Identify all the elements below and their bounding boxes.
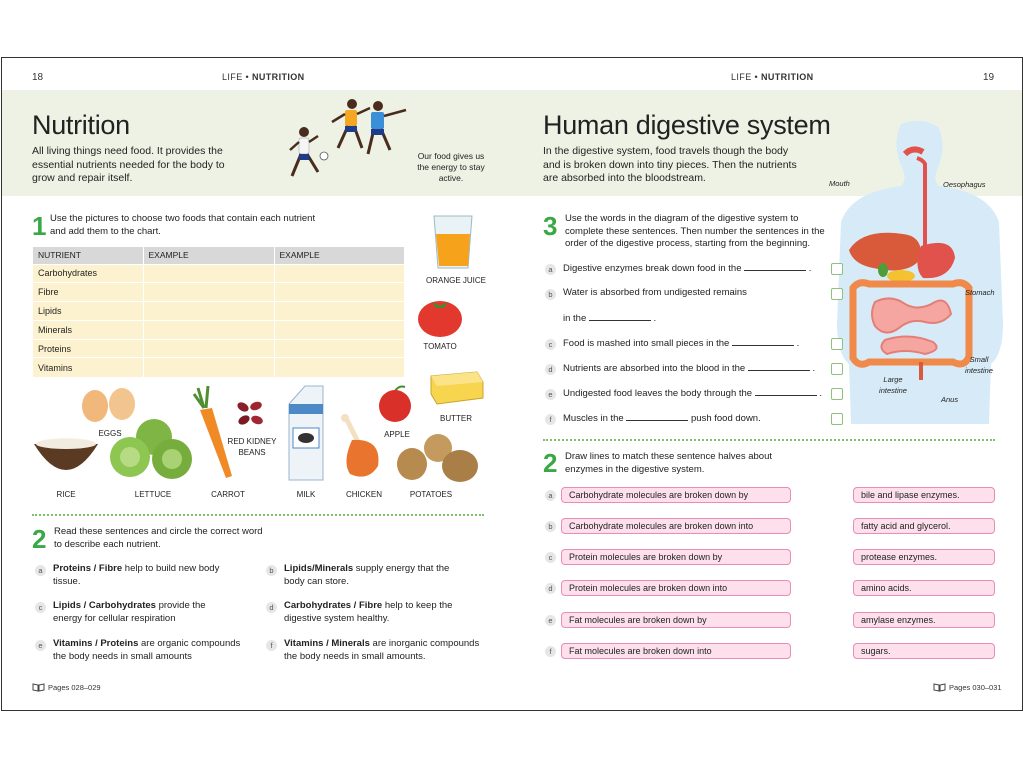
item-letter: d	[545, 583, 556, 594]
butter-label: BUTTER	[440, 414, 472, 423]
nutrient-statement	[53, 563, 233, 588]
right-page	[513, 58, 1023, 710]
item-letter: d	[545, 364, 556, 375]
example-cell[interactable]	[143, 264, 274, 283]
sentence-end: .	[812, 363, 816, 374]
nutrient-cell: Proteins	[33, 339, 143, 358]
answer-blank[interactable]	[589, 312, 651, 321]
milk-icon	[283, 384, 329, 482]
page-reference-text: Pages 030–031	[949, 683, 1002, 692]
lettuce-label: LETTUCE	[134, 490, 172, 499]
example-cell[interactable]	[274, 339, 405, 358]
item-letter: e	[545, 389, 556, 400]
example-cell[interactable]	[274, 358, 405, 377]
table-row	[33, 358, 405, 377]
sentence-f	[563, 412, 761, 426]
match-start[interactable]: Protein molecules are broken down into	[561, 580, 791, 596]
running-head-left: LIFE • NUTRITION	[222, 72, 305, 82]
page-reference-text: Pages 028–029	[48, 683, 101, 692]
rice-icon	[32, 436, 100, 478]
section-divider	[32, 514, 484, 516]
tomato-icon	[416, 296, 464, 338]
nutrient-cell: Minerals	[33, 320, 143, 339]
question-2-number: 2	[543, 448, 558, 478]
example-cell[interactable]	[274, 302, 405, 321]
child-1	[290, 127, 318, 176]
carrot-icon	[180, 384, 236, 480]
label-large-intestine: Large intestine	[879, 375, 907, 395]
table-row	[33, 320, 405, 339]
question-2-text: Draw lines to match these sentence halves about enzymes in the digestive system.	[565, 451, 773, 475]
orange-juice-icon	[430, 214, 476, 270]
table-row	[33, 339, 405, 358]
item-letter: a	[545, 490, 556, 501]
digestive-system-diagram	[813, 118, 1019, 426]
sentence-text: Nutrients are absorbed into the blood in the	[563, 363, 746, 374]
column-header: EXAMPLE	[143, 247, 274, 264]
running-head-section: LIFE	[731, 72, 752, 82]
sentence-text: Muscles in the	[563, 413, 624, 424]
left-page	[2, 58, 513, 710]
sentence-c	[563, 337, 799, 351]
nutrient-cell: Fibre	[33, 283, 143, 302]
sentence-end: .	[796, 338, 800, 349]
apple-label: APPLE	[384, 430, 410, 439]
label-small-intestine: Small intestine	[965, 355, 993, 375]
match-end[interactable]: bile and lipase enzymes.	[853, 487, 995, 503]
page-number-left: 18	[32, 72, 44, 83]
question-2-number: 2	[32, 524, 47, 554]
item-letter: b	[545, 521, 556, 532]
carrot-label: CARROT	[211, 490, 245, 499]
item-letter: a	[545, 264, 556, 275]
column-header: EXAMPLE	[274, 247, 405, 264]
label-mouth: Mouth	[829, 179, 850, 188]
statement-text: help to keep the digestive system healthy.	[284, 600, 453, 624]
potatoes-label: POTATOES	[409, 490, 453, 499]
circle-choice[interactable]: Carbohydrates / Fibre	[284, 600, 383, 611]
page-reference-right	[933, 683, 1002, 692]
match-end[interactable]: amylase enzymes.	[853, 612, 995, 628]
order-checkbox[interactable]	[831, 388, 843, 400]
question-1-number: 1	[32, 211, 47, 241]
item-letter: f	[545, 414, 556, 425]
example-cell[interactable]	[274, 320, 405, 339]
order-checkbox[interactable]	[831, 363, 843, 375]
label-oesophagus: Oesophagus	[943, 180, 986, 189]
sentence-end: .	[819, 388, 823, 399]
item-letter: f	[266, 640, 277, 651]
intro-text: All living things need food. It provides the essential nutrients needed for the body to grow and repair itself.	[32, 145, 225, 184]
page-title: Human digestive system	[543, 110, 831, 140]
children-playing-illustration	[282, 96, 412, 192]
red-kidney-beans-label: RED KIDNEY BEANS	[227, 437, 277, 457]
example-cell[interactable]	[143, 283, 274, 302]
page-number-right: 19	[983, 72, 995, 83]
match-start[interactable]: Fat molecules are broken down into	[561, 643, 791, 659]
butter-icon	[427, 362, 485, 406]
match-end[interactable]: sugars.	[853, 643, 995, 659]
sentence-text: Undigested food leaves the body through the	[563, 388, 753, 399]
page-title: Nutrition	[32, 110, 130, 140]
circle-choice[interactable]: Lipids/Minerals	[284, 563, 354, 574]
order-checkbox[interactable]	[831, 413, 843, 425]
chicken-icon	[338, 414, 384, 482]
sentence-b	[563, 287, 747, 300]
child-2	[332, 99, 370, 148]
circle-choice[interactable]: Vitamins / Minerals	[284, 638, 370, 649]
intro-text: In the digestive system, food travels though the body and is broken down into tiny pieces. Then the nutrients are absorbed into the bloodstream.	[543, 145, 797, 184]
item-letter: c	[545, 552, 556, 563]
match-end[interactable]: fatty acid and glycerol.	[853, 518, 995, 534]
section-divider	[543, 439, 995, 441]
sentence-text: in the	[563, 313, 587, 324]
nutrient-chart	[33, 247, 405, 377]
answer-blank[interactable]	[626, 412, 688, 421]
child-3	[368, 101, 406, 154]
nutrient-statement	[53, 638, 253, 663]
orange-juice-label: ORANGE JUICE	[426, 276, 487, 285]
statement-text: help to build new body tissue.	[53, 563, 220, 587]
ball-icon	[320, 152, 328, 160]
hero-caption: Our food gives us the energy to stay active.	[417, 151, 485, 183]
circle-choice[interactable]: Vitamins / Proteins	[53, 638, 139, 649]
item-letter: d	[266, 602, 277, 613]
running-head-section: LIFE	[222, 72, 243, 82]
sentence-end: .	[808, 263, 812, 274]
circle-choice[interactable]: Proteins / Fibre	[53, 563, 123, 574]
question-3-number: 3	[543, 211, 558, 241]
example-cell[interactable]	[143, 320, 274, 339]
nutrient-cell: Lipids	[33, 302, 143, 321]
book-icon	[32, 683, 45, 692]
match-end[interactable]: amino acids.	[853, 580, 995, 596]
tomato-label: TOMATO	[423, 342, 457, 351]
book-spread	[1, 57, 1023, 711]
order-checkbox[interactable]	[831, 338, 843, 350]
question-3-text: Use the words in the diagram of the digestive system to complete these sentences. Then number the sentences in the order of the digestive process, starting from the beginning.	[565, 213, 825, 249]
sentence-a	[563, 262, 811, 276]
column-header: NUTRIENT	[33, 247, 143, 264]
match-start[interactable]: Carbohydrate molecules are broken down by	[561, 487, 791, 503]
item-letter: e	[545, 615, 556, 626]
label-stomach: Stomach	[965, 288, 995, 297]
book-icon	[933, 683, 946, 692]
rice-label: RICE	[56, 490, 76, 499]
table-row	[33, 264, 405, 283]
statement-text: are organic compounds the body needs in small amounts	[53, 638, 241, 662]
order-checkbox[interactable]	[831, 263, 843, 275]
example-cell[interactable]	[274, 283, 405, 302]
eggs-label: EGGS	[98, 429, 122, 438]
red-kidney-beans-icon	[234, 398, 266, 430]
answer-blank[interactable]	[755, 387, 817, 396]
sentence-d	[563, 362, 815, 376]
sentence-text: Digestive enzymes break down food in the	[563, 263, 742, 274]
page-reference-left	[32, 683, 101, 692]
answer-blank[interactable]	[748, 362, 810, 371]
nutrient-statement	[284, 638, 489, 663]
running-head-right: LIFE • NUTRITION	[731, 72, 814, 82]
match-end[interactable]: protease enzymes.	[853, 549, 995, 565]
label-anus: Anus	[941, 395, 959, 404]
sentence-text: Water is absorbed from undigested remains	[563, 287, 747, 298]
running-head-topic: NUTRITION	[760, 72, 814, 82]
circle-choice[interactable]: Lipids / Carbohydrates	[53, 600, 156, 611]
nutrient-statement	[284, 563, 464, 588]
sentence-end: .	[653, 313, 657, 324]
statement-text: supply energy that the body can store.	[284, 563, 450, 587]
sentence-b-continued	[563, 312, 656, 326]
table-row	[33, 302, 405, 321]
table-row	[33, 283, 405, 302]
milk-label: MILK	[296, 490, 316, 499]
nutrient-statement	[53, 600, 233, 625]
running-head-topic: NUTRITION	[251, 72, 305, 82]
item-letter: f	[545, 646, 556, 657]
potatoes-icon	[394, 430, 482, 486]
apple-icon	[375, 383, 415, 423]
item-letter: c	[545, 339, 556, 350]
nutrient-chart-header	[33, 247, 405, 264]
chicken-label: CHICKEN	[345, 490, 382, 499]
item-letter: b	[545, 289, 556, 300]
answer-blank[interactable]	[732, 337, 794, 346]
sentence-e	[563, 387, 822, 401]
question-1-text: Use the pictures to choose two foods that contain each nutrient and add them to the chart.	[50, 213, 316, 237]
example-cell[interactable]	[274, 264, 405, 283]
sentence-end: push food down.	[691, 413, 761, 424]
nutrient-cell: Carbohydrates	[33, 264, 143, 283]
example-cell[interactable]	[143, 339, 274, 358]
match-start[interactable]: Protein molecules are broken down by	[561, 549, 791, 565]
order-checkbox[interactable]	[831, 288, 843, 300]
answer-blank[interactable]	[744, 262, 806, 271]
nutrient-cell: Vitamins	[33, 358, 143, 377]
example-cell[interactable]	[143, 358, 274, 377]
item-letter: c	[35, 602, 46, 613]
match-start[interactable]: Carbohydrate molecules are broken down into	[561, 518, 791, 534]
statement-text: are inorganic compounds the body needs in small amounts.	[284, 638, 480, 662]
example-cell[interactable]	[143, 302, 274, 321]
nutrient-statement	[284, 600, 469, 625]
match-start[interactable]: Fat molecules are broken down by	[561, 612, 791, 628]
item-letter: b	[266, 565, 277, 576]
question-2-text: Read these sentences and circle the correct word to describe each nutrient.	[54, 526, 263, 550]
sentence-text: Food is mashed into small pieces in the	[563, 338, 730, 349]
item-letter: a	[35, 565, 46, 576]
item-letter: e	[35, 640, 46, 651]
statement-text: provide the energy for cellular respiration	[53, 600, 206, 624]
